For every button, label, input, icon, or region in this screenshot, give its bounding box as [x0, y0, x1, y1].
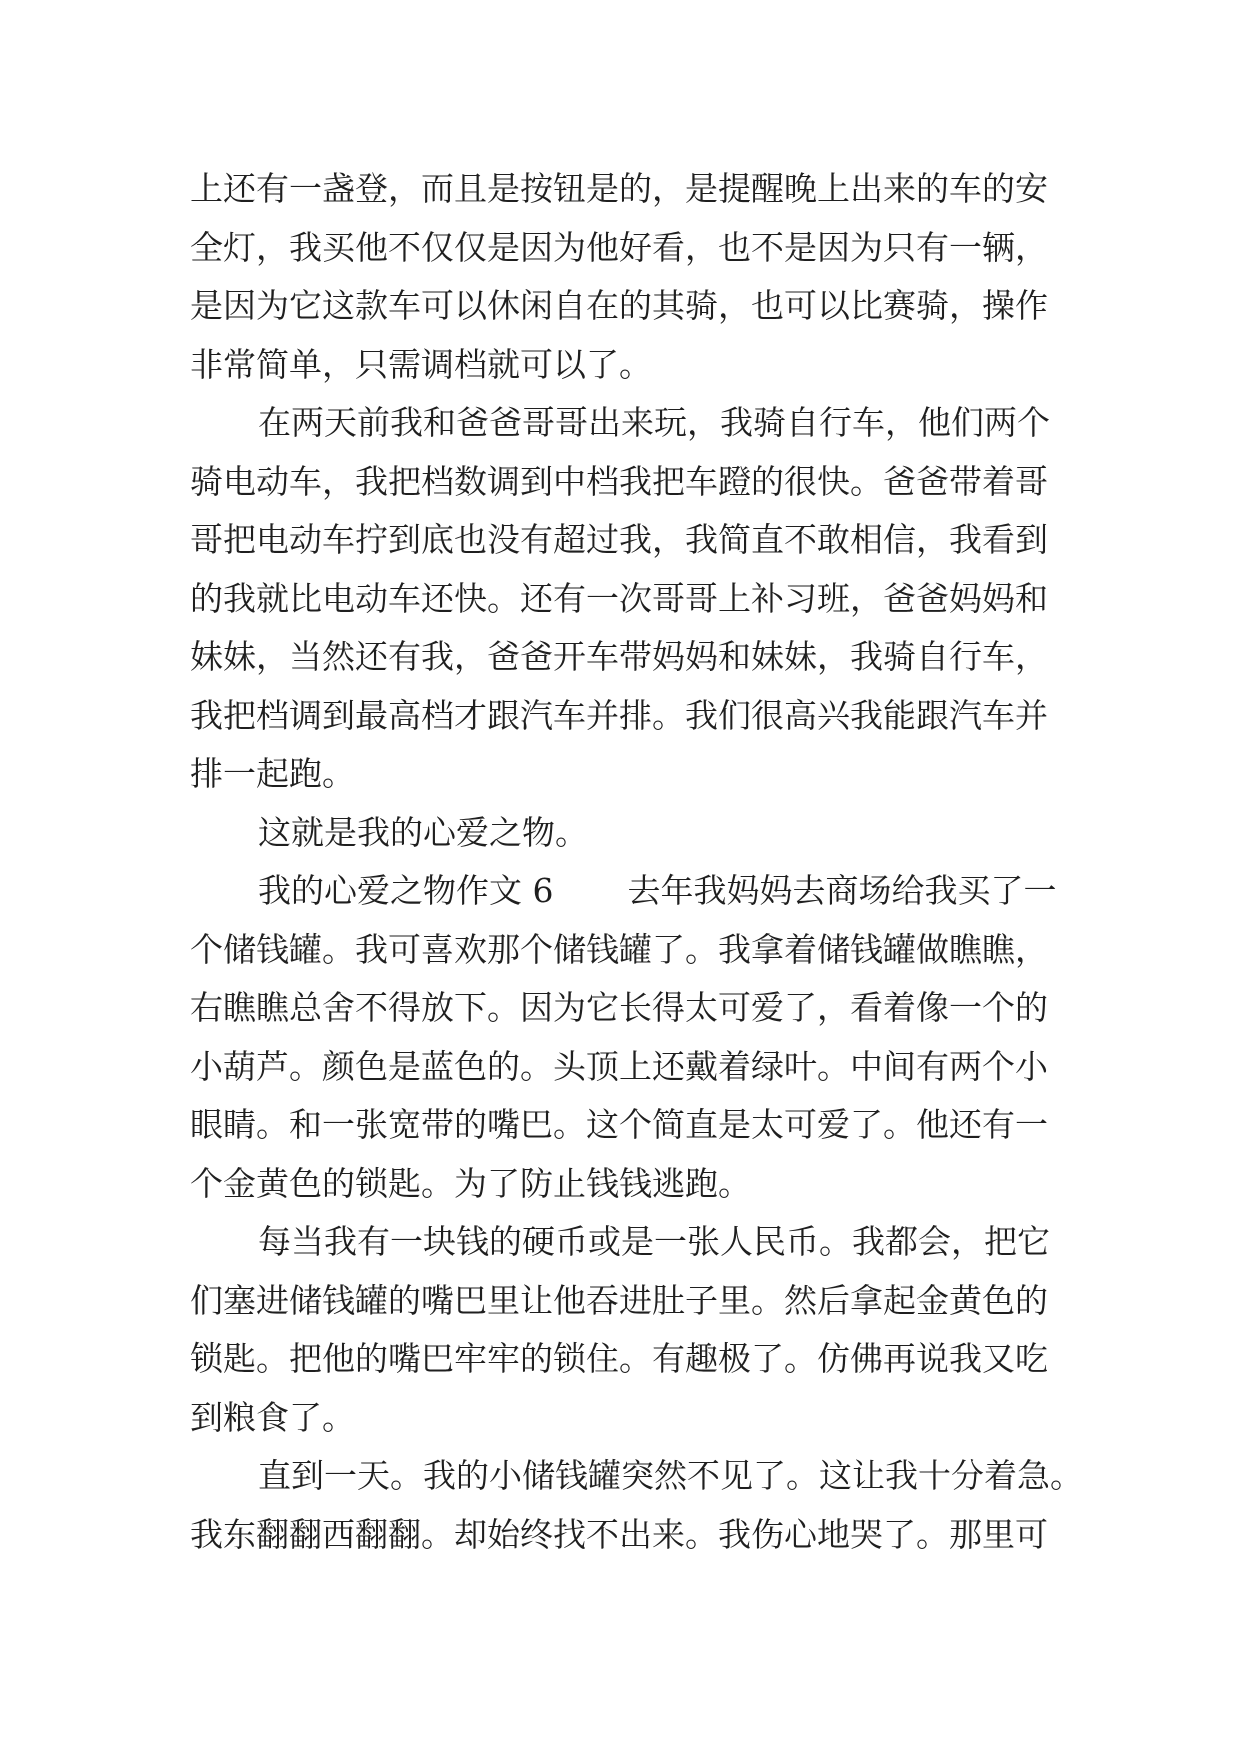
text-line: 个金黄色的锁匙。为了防止钱钱逃跑。 [190, 1163, 751, 1203]
text-line: 我把档调到最高档才跟汽车并排。我们很高兴我能跟汽车并 [190, 695, 1048, 735]
section-heading: 我的心爱之物作文 6 [258, 871, 554, 910]
text-line: 的我就比电动车还快。还有一次哥哥上补习班，爸爸妈妈和 [190, 578, 1048, 618]
text-line: 妹妹，当然还有我，爸爸开车带妈妈和妹妹，我骑自行车， [190, 637, 1048, 676]
text-line: 锁匙。把他的嘴巴牢牢的锁住。有趣极了。仿佛再说我又吃 [190, 1339, 1048, 1378]
text-line: 个储钱罐。我可喜欢那个储钱罐了。我拿着储钱罐做瞧瞧， [190, 929, 1048, 969]
text-line: 们塞进储钱罐的嘴巴里让他吞进肚子里。然后拿起金黄色的 [190, 1280, 1048, 1320]
document-body [190, 160, 1083, 1564]
heading-continuation-text: 去年我妈妈去商场给我买了一 [627, 871, 1057, 910]
paragraph-first-line: 直到一天。我的小储钱罐突然不见了。这让我十分着急。 [258, 1456, 1083, 1495]
text-line: 小葫芦。颜色是蓝色的。头顶上还戴着绿叶。中间有两个小 [190, 1046, 1048, 1086]
text-line: 右瞧瞧总舍不得放下。因为它长得太可爱了，看着像一个的 [190, 988, 1048, 1027]
text-line: 眼睛。和一张宽带的嘴巴。这个简直是太可爱了。他还有一 [190, 1105, 1048, 1144]
text-line: 是因为它这款车可以休闲自在的其骑，也可以比赛骑，操作 [190, 286, 1048, 325]
text-line: 骑电动车，我把档数调到中档我把车蹬的很快。爸爸带着哥 [190, 461, 1048, 501]
text-line: 到粮食了。 [190, 1397, 355, 1437]
text-line: 我东翻翻西翻翻。却始终找不出来。我伤心地哭了。那里可 [190, 1514, 1048, 1554]
text-line: 哥把电动车拧到底也没有超过我，我简直不敢相信，我看到 [190, 520, 1048, 559]
text-line: 上还有一盏登，而且是按钮是的，是提醒晚上出来的车的安 [190, 169, 1048, 208]
text-line: 全灯，我买他不仅仅是因为他好看，也不是因为只有一辆， [190, 227, 1048, 267]
paragraph-first-line: 在两天前我和爸爸哥哥出来玩，我骑自行车，他们两个 [258, 403, 1050, 442]
text-line: 非常简单，只需调档就可以了。 [190, 344, 652, 384]
paragraph-first-line: 这就是我的心爱之物。 [258, 812, 588, 852]
section-heading-line [190, 862, 1060, 921]
text-line: 排一起跑。 [190, 754, 355, 793]
paragraph-first-line: 每当我有一块钱的硬币或是一张人民币。我都会，把它 [258, 1222, 1050, 1261]
